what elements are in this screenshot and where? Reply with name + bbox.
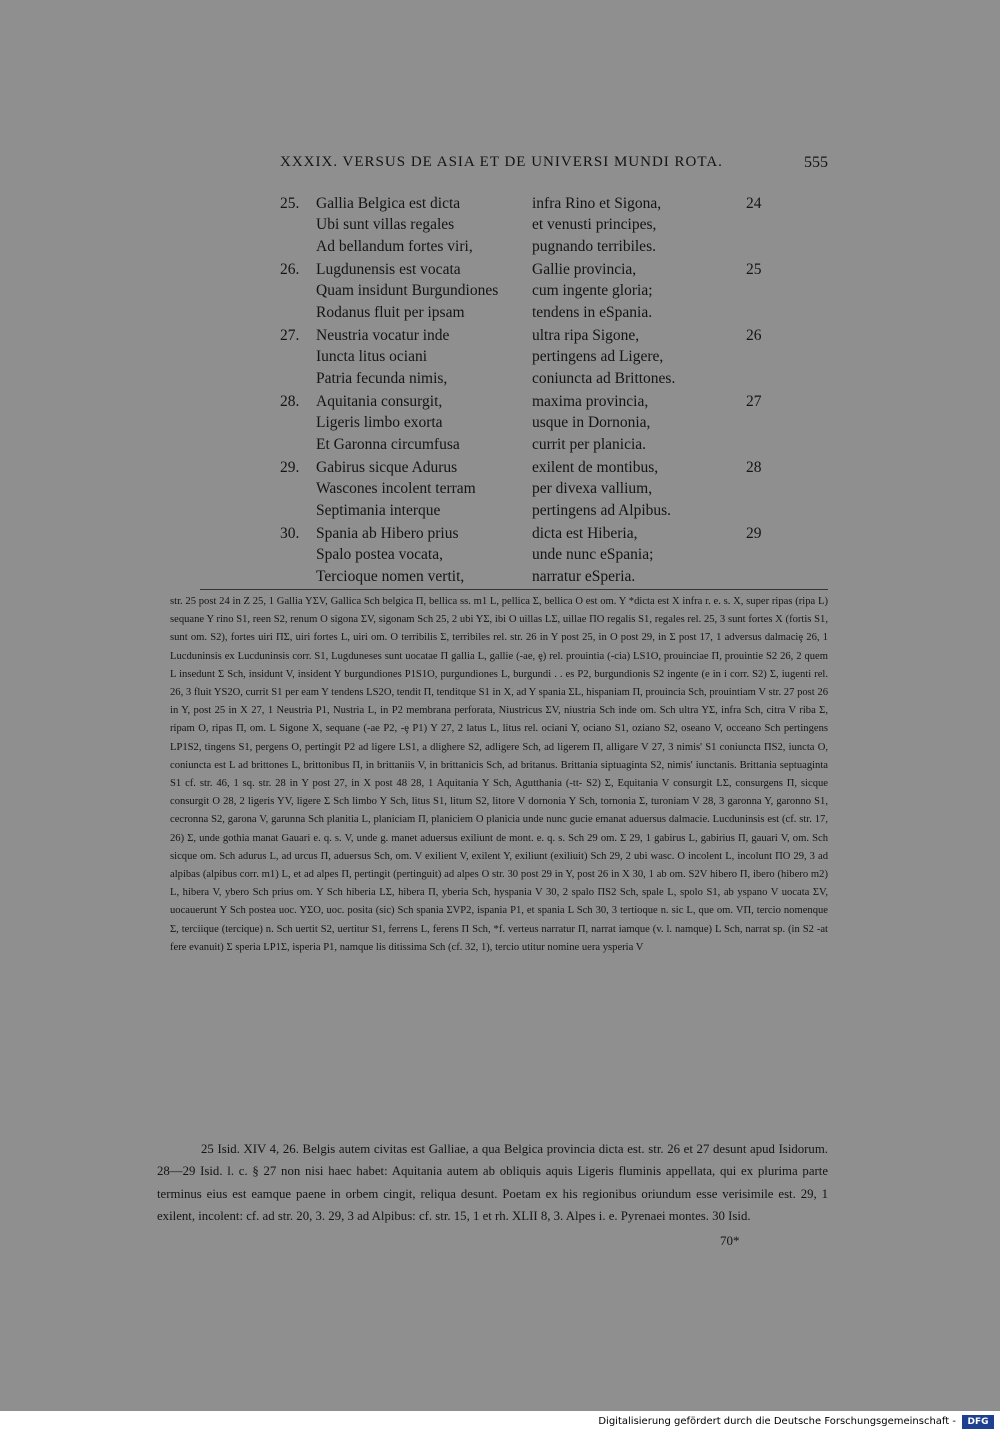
strophe-number: 25. (280, 195, 300, 212)
verse-second-half: tendens in eSpania. (532, 303, 653, 321)
verse-first-half: Wascones incolent terram (316, 480, 476, 498)
verse-line (280, 214, 780, 235)
verse-first-half: Spania ab Hibero prius (316, 525, 459, 542)
strophe (280, 193, 780, 257)
verse-second-half: narratur eSperia. (532, 567, 636, 585)
apparatus-divider (200, 589, 828, 590)
verse-first-half: Patria fecunda nimis, (316, 369, 448, 387)
verse-first-half: Et Garonna circumfusa (316, 435, 460, 453)
verse-first-half: Ubi sunt villas regales (316, 216, 455, 234)
verse-line (280, 412, 780, 433)
verse-line (280, 566, 780, 587)
strophe-reference: 24 (746, 195, 762, 212)
verse-line (280, 391, 780, 412)
verse-second-half: unde nunc eSpania; (532, 546, 654, 564)
verse-first-half: Gabirus sicque Adurus (316, 459, 458, 476)
sheet-signature: 70* (720, 1233, 740, 1248)
verse-first-half: Septimania interque (316, 501, 441, 519)
strophe-number: 27. (280, 327, 300, 344)
strophe (280, 259, 780, 323)
verse-first-half: Ad bellandum fortes viri, (316, 237, 473, 255)
strophe-reference: 27 (746, 393, 762, 410)
verse-second-half: coniuncta ad Brittones. (532, 369, 676, 387)
verse-second-half: dicta est Hiberia, (532, 525, 638, 542)
verse-second-half: maxima provincia, (532, 393, 649, 410)
strophe-number: 29. (280, 459, 300, 476)
verse-second-half: et venusti principes, (532, 216, 657, 234)
verse-first-half: Ligeris limbo exorta (316, 414, 443, 432)
strophe-reference: 25 (746, 261, 762, 278)
verse-second-half: cum ingente gloria; (532, 282, 653, 300)
verse-second-half: infra Rino et Sigona, (532, 195, 662, 212)
verse-second-half: usque in Dornonia, (532, 414, 651, 432)
verse-line (280, 236, 780, 257)
verse-first-half: Iuncta litus ociani (316, 348, 428, 366)
strophe-number: 30. (280, 525, 300, 542)
strophe-reference: 29 (746, 525, 762, 542)
digitization-footer (0, 1411, 1000, 1434)
page-number: 555 (804, 154, 828, 171)
strophe (280, 457, 780, 521)
verse-line (280, 302, 780, 323)
verse-second-half: pertingens ad Ligere, (532, 348, 664, 366)
verse-line (280, 457, 780, 478)
verse-line (280, 478, 780, 499)
critical-apparatus: str. 25 post 24 in Z 25, 1 Gallia YΣV, Gallica Sch belgica Π, bellica ss. m1 L, pellica Σ, bellica O est om. Y *dicta est X infra r. e. s. X, super ripas (ripa L) sequane Y rino S1, reen S2, renum O sigona ΣV, sigonam Sch 25, 2 ubi YΣ, ibi O uillas LΣ, uillae ΠO regalis S1, regales rel. 25, 3 sunt fortes X (fortis S1, sunt om. S2), fortes uiri ΠΣ, uiri fortes L, uiri om. O terribilis Σ, terribiles rel. str. 26 in Y post 25, in O post 29, in Σ post 17, 1 adversus dalmaciȩ 26, 1 Lucduninsis ex Lucduninsis corr. S1, Lugduneses sunt uocatae Π gallia L, gallie (-ae, ȩ) rel. prouintia (-cia) LS1O, prouinciae Π, prouintie S2 26, 2 quem L insedunt Σ Sch, insidunt V, insident Y burgundiones P1S1O, purgundiones L, burgundi . . es P2, burgundionis S2 ingente (e in i corr. S2) Σ, iugenti rel. 26, 3 fluit YS2O, currit S1 per eam Y tendens LS2O, tendit Π, tenditque S1 in X, ad Y spania ΣL, hispaniam Π, prouincia Sch, prouintiam V str. 27 post 26 in Y, post 25 in X 27, 1 Neustria P1, Nustria L, in P2 membrana perforata, Niustricus ΣV, niustria Sch inde om. Sch ultra YΣ, infra Sch, citra V riba Σ, ripam O, ripas Π, om. L Sigone X, sequane (-ae P2, -ȩ P1) Y 27, 2 latus L, litus rel. ociani Y, ociano S1, oziano S2, oseano V, occeano Sch pertingens LP1S2, tingens S1, pergens O, pertingit P2 ad ligere LS1, a dlighere S2, adligere Sch, ad ligerem Π, alligare V 27, 3 nimis' S1 coniuncta ΠS2, iuncta O, coniuncta est L ad brittones L, brittonibus Π, in brittaniis V, in brittanicis Sch, ad britanus. Brittania siptuaginta S2, nimis' iunctanis. Brittania septuaginta S1 cf. str. 46, 1 sq. str. 28 in Y post 27, in X post 48 28, 1 Aquitania Y Sch, Agutthania (-tt- S2) Σ, Equitania V consurgit LΣ, consurgens Π, sicque consurgit O 28, 2 ligeris YV, ligere Σ Sch limbo Y Sch, litus S1, litum S2, litore V dornonia Y Sch, tornonia Σ, turoniam V 28, 3 garonna Y, garonno S1, cecronna S2, garona V, garunna Sch planitia L, planiciam Π, planiciem O planicia unde nunc gucie emanat aduersus dalmacie. Lucduninsis est (cf. str. 17, 26) Σ, unde gothia manat Gauari e. q. s. V, unde g. manet aduersus exiliunt de mont. e. q. s. Sch 29 om. Σ 29, 1 gabirus L, gabirius Π, gauari V, om. Sch sicque om. Sch adurus L, ad urcus Π, aduersus Sch, om. V exilient V, exilent Y, exiliunt (exiliuit) Sch 29, 2 ubi wasc. O incolent L, incolunt ΠO 29, 3 ad alpibas (alpibus corr. m1) L, et ad alpes Π, pertingit (pertinguit) ad alpes O str. 30 post 29 in Y, post 26 in X 30, 1 ab om. S2V hibero Π, ibero (hibero m2) L, hibera V, ybero Sch prius om. Y Sch hiberia LΣ, hibera Π, yberia Sch, hyspania V 30, 2 spalo ΠS2 Sch, spale L, spolo S1, ab yspano V uocata ΣV, uocauerunt Y Sch postea uoc. YΣO, uoc. posita (sic) Sch spania ΣVP2, ispania P1, et spania L Sch 30, 3 tertioque n. sic L, que om. VΠ, tercio nomenque Σ, terciique (tercique) n. Sch uertit S2, uertitur S1, ferrens L, ferens Π Sch, *f. verteus narratur Π, narrat iamque (v. l. namque) L Sch, narrat sp. (in S2 -at fere evanuit) Σ speria LP1Σ, isperia P1, namque lis ditissima Sch (cf. 32, 1), tercio utitur nomine uera ysperia V (170, 596, 828, 953)
verse-first-half: Spalo postea vocata, (316, 546, 443, 564)
verse-line (280, 368, 780, 389)
source-notes: 25 Isid. XIV 4, 26. Belgis autem civitas est Galliae, a qua Belgica provincia dicta est. str. 26 et 27 desunt apud Isidorum. 28—29 Isid. l. c. § 27 non nisi haec habet: Aquitania autem ab obliquis aquis Ligeris fluminis appellata, qui ex plurima parte terminus eius est eamque paene in orbem cingit, reliqua desunt. Poetam ex his regionibus oriundum esse verisimile est. 29, 1 exilent, incolent: cf. ad str. 20, 3. 29, 3 ad Alpibus: cf. str. 15, 1 et rh. XLII 8, 3. Alpes i. e. Pyrenaei montes. 30 Isid. (157, 1142, 828, 1224)
verse-second-half: ultra ripa Sigone, (532, 327, 640, 344)
verse-second-half: pugnando terribiles. (532, 237, 656, 255)
strophe (280, 325, 780, 389)
verse-first-half: Neustria vocatur inde (316, 327, 450, 344)
verse-second-half: exilent de montibus, (532, 459, 659, 476)
verse-line (280, 434, 780, 455)
strophe (280, 523, 780, 587)
strophe-number: 28. (280, 393, 300, 410)
verse-first-half: Aquitania consurgit, (316, 393, 443, 410)
verse-second-half: Gallie provincia, (532, 261, 637, 278)
verse-second-half: currit per planicia. (532, 435, 647, 453)
verse-first-half: Lugdunensis est vocata (316, 261, 461, 278)
running-title: XXXIX. VERSUS DE ASIA ET DE UNIVERSI MUNDI ROTA. (280, 154, 723, 170)
strophe-reference: 26 (746, 327, 762, 344)
verse-line (280, 259, 780, 280)
verse-line (280, 500, 780, 521)
strophe-reference: 28 (746, 459, 762, 476)
verse-line (280, 523, 780, 544)
verse-second-half: per divexa vallium, (532, 480, 653, 498)
verse-second-half: pertingens ad Alpibus. (532, 501, 672, 519)
strophe (280, 391, 780, 455)
page-header (280, 154, 828, 178)
verse-first-half: Rodanus fluit per ipsam (316, 303, 465, 321)
verse-line (280, 280, 780, 301)
verse-first-half: Tercioque nomen vertit, (316, 567, 465, 585)
dfg-logo-icon: DFG (962, 1415, 994, 1429)
verse-line (280, 193, 780, 214)
footer-credit: Digitalisierung gefördert durch die Deutsche Forschungsgemeinschaft - (598, 1416, 956, 1427)
verse-line (280, 346, 780, 367)
verse-first-half: Gallia Belgica est dicta (316, 195, 461, 212)
verse-line (280, 544, 780, 565)
strophe-number: 26. (280, 261, 300, 278)
verse-line (280, 325, 780, 346)
verse-first-half: Quam insidunt Burgundiones (316, 282, 499, 300)
